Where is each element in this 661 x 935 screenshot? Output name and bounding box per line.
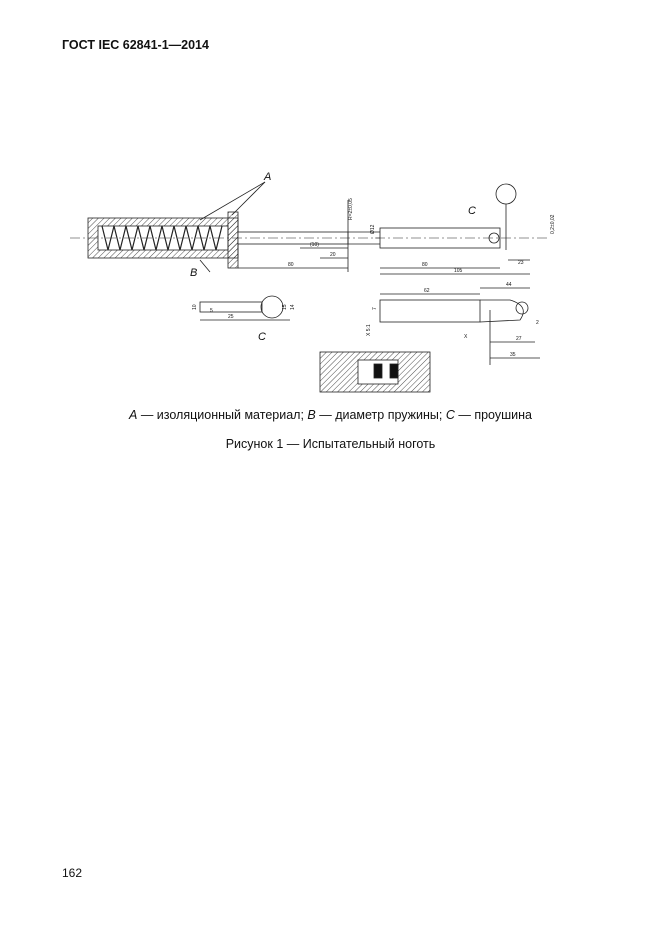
- technical-drawing: [60, 160, 560, 400]
- label-b: B: [190, 267, 198, 279]
- dim-12: Ø12: [370, 224, 376, 234]
- shaft-detail: [380, 300, 480, 322]
- document-header: ГОСТ IEC 62841-1—2014: [62, 38, 209, 52]
- dim-scale: X 5:1: [366, 324, 372, 336]
- eye-top: [496, 184, 516, 204]
- figure-legend: [0, 408, 661, 422]
- insulation-block: [374, 364, 382, 378]
- dim-80-right: 80: [422, 262, 428, 268]
- dim-105: 105: [454, 268, 463, 274]
- legend-a-letter: A: [129, 408, 138, 422]
- label-c-top: C: [468, 205, 476, 217]
- dim-35: 35: [510, 352, 516, 358]
- dim-80-left: 80: [288, 262, 294, 268]
- dim-10: (10): [310, 242, 319, 248]
- dim-tol: R=2±0,05: [348, 198, 354, 220]
- dim-23: 23: [518, 260, 524, 266]
- legend-c-text: — проушина: [454, 408, 532, 422]
- dim-14: 14: [290, 304, 296, 310]
- legend-a-text: — изоляционный материал;: [137, 408, 308, 422]
- dim-2: 2: [536, 320, 539, 326]
- test-nail-drawing: [60, 160, 560, 400]
- dim-10b: 10: [192, 304, 198, 310]
- dim-25: 25: [228, 314, 234, 320]
- dim-5: 5: [210, 308, 213, 314]
- label-c-bottom: C: [258, 331, 266, 343]
- dim-44: 44: [506, 282, 512, 288]
- dim-02: 0,2±0,02: [550, 214, 556, 234]
- dim-7: 7: [372, 307, 378, 310]
- page-number: 162: [62, 866, 83, 880]
- insulation-block-2: [390, 364, 398, 378]
- flange: [228, 212, 238, 268]
- label-a: A: [264, 171, 272, 183]
- legend-b-text: — диаметр пружины;: [315, 408, 446, 422]
- dim-27: 27: [516, 336, 522, 342]
- figure-caption: Рисунок 1 — Испытательный ноготь: [225, 437, 436, 451]
- dim-62: 62: [424, 288, 430, 294]
- eye-detail: [261, 296, 283, 318]
- legend-b-letter: B: [307, 408, 316, 422]
- dim-15: 15: [282, 304, 288, 310]
- dim-x: X: [464, 334, 468, 340]
- dim-20: 20: [330, 252, 336, 258]
- legend-c-letter: C: [445, 408, 455, 422]
